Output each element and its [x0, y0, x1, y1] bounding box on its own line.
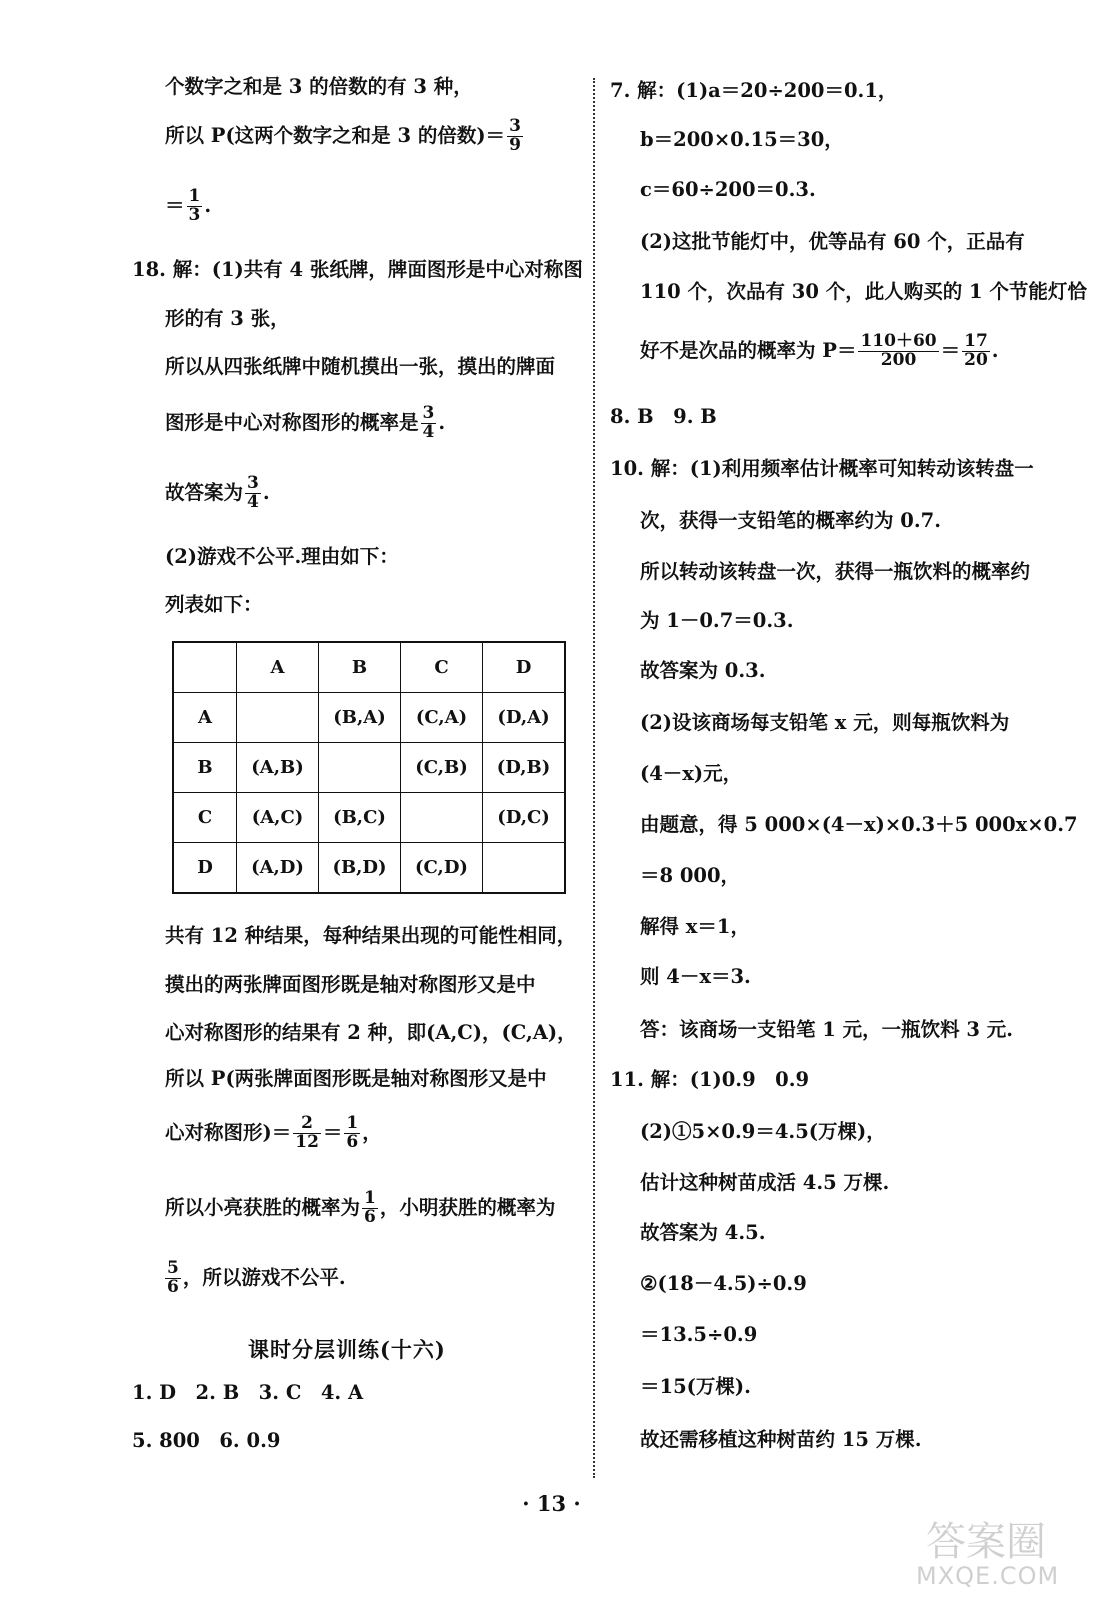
text-line: 估计这种树苗成活 4.5 万棵. [640, 1171, 890, 1194]
text-line: (2)游戏不公平.理由如下： [165, 545, 399, 568]
text-line [165, 475, 270, 512]
table-cell: D [483, 642, 566, 693]
text-line: (2)①5×0.9＝4.5(万棵)， [640, 1120, 886, 1143]
text-line [165, 1115, 382, 1152]
text-line: 则 4－x＝3. [640, 965, 751, 988]
text-line [640, 333, 999, 370]
fraction [245, 475, 261, 512]
denominator: 20 [964, 349, 988, 370]
table-cell [401, 793, 483, 843]
watermark-logo [916, 1510, 1081, 1590]
text-line: 所以 P(两张牌面图形既是轴对称图形又是中 [165, 1067, 547, 1090]
text-line [165, 118, 525, 155]
table-cell: (B,D) [319, 843, 401, 894]
text-line: 次，获得一支铅笔的概率约为 0.7. [640, 509, 942, 532]
table-cell: A [237, 642, 319, 693]
question-10-heading: 10. 解：(1)利用频率估计概率可知转动该转盘一 [610, 457, 1034, 480]
numerator: 110＋60 [860, 331, 937, 351]
text-line: 解得 x＝1， [640, 915, 750, 938]
numerator: 3 [247, 473, 259, 493]
text-line [165, 188, 211, 225]
text-line: ②(18－4.5)÷0.9 [640, 1272, 807, 1295]
denominator: 9 [509, 134, 521, 155]
text-span: 所以 P(这两个数字之和是 3 的倍数)＝ [165, 123, 506, 147]
text-span: 图形是中心对称图形的概率是 [165, 410, 419, 434]
fraction [421, 405, 437, 442]
text-line: 110 个，次品有 30 个，此人购买的 1 个节能灯恰 [640, 280, 1087, 303]
numerator: 5 [167, 1258, 179, 1278]
text-line: 5. 800 6. 0.9 [132, 1429, 281, 1452]
table-cell: (D,C) [483, 793, 566, 843]
table-row [173, 843, 565, 894]
fraction [293, 1115, 321, 1152]
denominator: 4 [422, 421, 435, 442]
text-line: 答：该商场一支铅笔 1 元，一瓶饮料 3 元. [640, 1018, 1014, 1041]
table-cell: A [173, 693, 237, 743]
table-cell: (B,A) [319, 693, 401, 743]
table-cell: (A,D) [237, 843, 319, 894]
table-cell [319, 743, 401, 793]
denominator: 3 [188, 204, 201, 225]
fraction [858, 333, 938, 370]
text-span: 故答案为 [165, 480, 244, 504]
numerator: 2 [293, 1115, 321, 1134]
text-line: ＝8 000， [640, 864, 741, 887]
table-cell: (B,C) [319, 793, 401, 843]
question-11-heading: 11. 解：(1)0.9 0.9 [610, 1068, 810, 1091]
denominator: 12 [295, 1131, 319, 1152]
text-span: ＝ [322, 1120, 343, 1144]
text-line: 个数字之和是 3 的倍数的有 3 种， [165, 75, 473, 98]
text-line: ＝13.5÷0.9 [640, 1323, 758, 1346]
numerator: 1 [364, 1188, 376, 1208]
text-span: ＝ [940, 338, 961, 362]
fraction [344, 1115, 360, 1152]
text-span: ，所以游戏不公平. [182, 1265, 346, 1289]
numerator: 1 [346, 1113, 359, 1133]
text-span: ， [362, 1120, 382, 1144]
numerator: 3 [509, 116, 521, 136]
table-row [173, 693, 565, 743]
text-line: 1. D 2. B 3. C 4. A [132, 1381, 364, 1404]
text-span: ＝ [165, 193, 185, 217]
question-7-heading: 7. 解：(1)a＝20÷200＝0.1， [610, 79, 898, 102]
table-cell: D [173, 843, 237, 894]
table-cell [173, 642, 237, 693]
fraction [165, 1260, 181, 1297]
text-line: 列表如下： [165, 593, 263, 616]
text-line [165, 405, 445, 442]
text-line: 共有 12 种结果，每种结果出现的可能性相同， [165, 924, 577, 947]
text-line: c＝60÷200＝0.3. [640, 178, 816, 201]
table-row [173, 743, 565, 793]
text-line: 形的有 3 张， [165, 307, 290, 330]
text-span: . [204, 193, 212, 217]
text-line: 心对称图形的结果有 2 种，即(A,C)，(C,A)， [165, 1021, 577, 1044]
table-cell: (A,C) [237, 793, 319, 843]
table-cell: C [401, 642, 483, 693]
text-line: 故答案为 4.5. [640, 1221, 766, 1244]
text-line [163, 1260, 346, 1297]
numerator: 3 [422, 403, 435, 423]
table-header-row [173, 642, 565, 693]
fraction [507, 118, 523, 155]
fraction [362, 1190, 378, 1227]
table-cell: (D,B) [483, 743, 566, 793]
table-cell: B [173, 743, 237, 793]
text-line: 为 1－0.7＝0.3. [640, 609, 794, 632]
table-cell: (C,D) [401, 843, 483, 894]
text-line: 由题意，得 5 000×(4－x)×0.3＋5 000x×0.7 [640, 813, 1078, 836]
watermark-url: MXQE.COM [916, 1562, 1060, 1590]
table-cell: C [173, 793, 237, 843]
text-line: (4－x)元， [640, 762, 743, 785]
table-cell [483, 843, 566, 894]
question-18-heading: 18. 解：(1)共有 4 张纸牌，牌面图形是中心对称图 [132, 258, 583, 281]
denominator: 6 [167, 1276, 179, 1297]
text-span: ，小明获胜的概率为 [379, 1195, 556, 1219]
text-line [165, 1190, 555, 1227]
denominator: 6 [364, 1206, 376, 1227]
text-line: (2)设该商场每支铅笔 x 元，则每瓶饮料为 [640, 711, 1010, 734]
section-title: 课时分层训练(十六) [248, 1337, 446, 1362]
text-span: 所以小亮获胜的概率为 [165, 1195, 361, 1219]
text-line: 8. B 9. B [610, 405, 717, 428]
denominator: 6 [346, 1131, 359, 1152]
text-span: . [438, 410, 446, 434]
table-cell: B [319, 642, 401, 693]
page-number: · 13 · [522, 1491, 581, 1516]
table-cell: (C,A) [401, 693, 483, 743]
table-cell [237, 693, 319, 743]
text-line: 摸出的两张牌面图形既是轴对称图形又是中 [165, 973, 536, 996]
text-span: . [991, 338, 999, 362]
text-span: 心对称图形)＝ [165, 1120, 292, 1144]
text-line: 故答案为 0.3. [640, 659, 766, 682]
outcome-table [172, 641, 566, 894]
text-line: (2)这批节能灯中，优等品有 60 个，正品有 [640, 230, 1025, 253]
text-line: ＝15(万棵). [640, 1375, 751, 1398]
watermark-text: 答案圈 [926, 1519, 1046, 1565]
table-row [173, 793, 565, 843]
column-divider [593, 78, 595, 1478]
text-span: . [262, 480, 270, 504]
table-cell: (A,B) [237, 743, 319, 793]
text-line: 故还需移植这种树苗约 15 万棵. [640, 1428, 922, 1451]
fraction [187, 188, 203, 225]
numerator: 1 [188, 186, 201, 206]
denominator: 4 [247, 491, 259, 512]
text-line: 所以转动该转盘一次，获得一瓶饮料的概率约 [640, 560, 1031, 583]
table-cell: (C,B) [401, 743, 483, 793]
table-cell: (D,A) [483, 693, 566, 743]
fraction [962, 333, 990, 370]
numerator: 17 [964, 331, 988, 351]
denominator: 200 [880, 349, 917, 370]
text-span: 好不是次品的概率为 P＝ [640, 338, 857, 362]
text-line: 所以从四张纸牌中随机摸出一张，摸出的牌面 [165, 355, 556, 378]
text-line: b＝200×0.15＝30， [640, 128, 844, 151]
